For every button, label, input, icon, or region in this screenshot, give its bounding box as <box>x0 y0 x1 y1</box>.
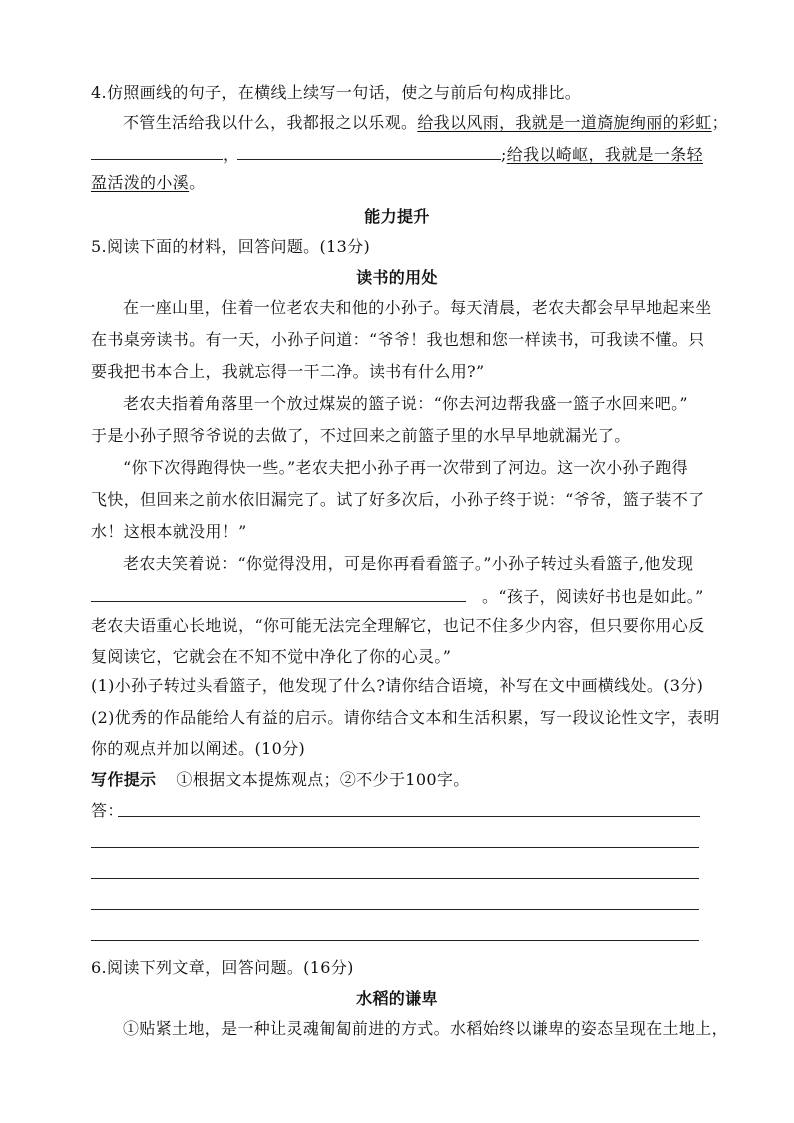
q5-sub-question-2-line1: (2)优秀的作品能给人有益的启示。请你结合文本和生活积累，写一段议论性文字，表明 <box>91 708 720 727</box>
q4-underlined-sentence-2b: 盈活泼的小溪 <box>91 173 190 192</box>
q5-sub-question-1: (1)小孙子转过头看篮子，他发现了什么?请你结合语境，补写在文中画横线处。(3分) <box>91 676 704 695</box>
q6-p1-line1: ①贴紧土地，是一种让灵魂匍匐前进的方式。水稻始终以谦卑的姿态呈现在土地上， <box>123 1019 728 1038</box>
q4-prompt: 4.仿照画线的句子，在横线上续写一句话，使之与前后句构成排比。 <box>91 83 582 102</box>
q5-p3-line1: “你下次得跑得快一些。”老农夫把小孙子再一次带到了河边。这一次小孙子跑得 <box>123 458 688 477</box>
q5-p1-line2: 在书桌旁读书。有一天，小孙子问道：“爷爷！我也想和您一样读书，可我读不懂。只 <box>91 330 705 349</box>
q4-underlined-sentence-2a: 给我以崎岖，我就是一条轻 <box>506 145 703 164</box>
q5-p3-line3: 水！这根本就没用！” <box>91 522 247 541</box>
answer-line-1[interactable] <box>118 816 700 817</box>
q5-p2-line1: 老农夫指着角落里一个放过煤炭的篮子说：“你去河边帮我盛一篮子水回来吧。” <box>123 394 688 413</box>
q5-p4-line2 <box>91 585 711 607</box>
q5-answer-blank[interactable] <box>91 585 466 602</box>
q6-prompt: 6.阅读下列文章，回答问题。(16分) <box>91 958 354 977</box>
q4-sentence-line3 <box>91 173 711 193</box>
q4-comma: ， <box>223 145 240 164</box>
tip-text: ①根据文本提炼观点；②不少于100字。 <box>176 770 470 789</box>
q4-sentence-line2 <box>91 143 711 165</box>
q4-period: 。 <box>189 173 206 192</box>
answer-line-5[interactable] <box>91 940 699 941</box>
q6-passage-title: 水稻的谦卑 <box>356 989 438 1008</box>
q5-p1-line1: 在一座山里，住着一位老农夫和他的小孙子。每天清晨，老农夫都会早早地起来坐 <box>123 298 712 317</box>
answer-line-4[interactable] <box>91 909 699 910</box>
q5-p4-line4: 复阅读它，它就会在不知不觉中净化了你的心灵。” <box>91 647 452 666</box>
q5-prompt: 5.阅读下面的材料，回答问题。(13分) <box>91 237 371 256</box>
answer-line-2[interactable] <box>91 847 699 848</box>
answer-label: 答： <box>91 801 124 820</box>
q5-p1-line3: 要我把书本合上，我就忘得一干二净。读书有什么用?” <box>91 362 485 381</box>
q5-writing-tip <box>91 770 711 790</box>
section-title: 能力提升 <box>364 207 430 226</box>
q5-sub-question-2-line2: 你的观点并加以阐述。(10分) <box>91 739 306 758</box>
q4-plain-text: 不管生活给我以什么，我都报之以乐观。 <box>123 113 418 132</box>
q4-semicolon: ； <box>711 113 728 132</box>
q4-sentence-line1 <box>123 113 728 133</box>
q4-answer-blank-2[interactable] <box>237 143 501 160</box>
q5-p3-line2: 飞快，但回来之前水依旧漏完了。试了好多次后，小孙子终于说：“爷爷，篮子装不了 <box>91 490 705 509</box>
q5-p4-line2-text: 。“孩子，阅读好书也是如此。” <box>482 587 704 606</box>
q4-answer-blank-1[interactable] <box>91 143 223 160</box>
q5-p2-line2: 于是小孙子照爷爷说的去做了，不过回来之前篮子里的水早早地就漏光了。 <box>91 426 631 445</box>
q5-p4-line1: 老农夫笑着说：“你觉得没用，可是你再看看篮子。”小孙子转过头看篮子,他发现 <box>123 554 694 573</box>
q4-underlined-sentence-1: 给我以风雨，我就是一道旖旎绚丽的彩虹 <box>417 113 712 132</box>
tip-label: 写作提示 <box>91 770 157 789</box>
q4-semicolon-2: ; <box>501 145 507 164</box>
q5-p4-line3: 老农夫语重心长地说，“你可能无法完全理解它，也记不住多少内容，但只要你用心反 <box>91 616 705 635</box>
q5-passage-title: 读书的用处 <box>356 268 438 287</box>
answer-line-3[interactable] <box>91 878 699 879</box>
